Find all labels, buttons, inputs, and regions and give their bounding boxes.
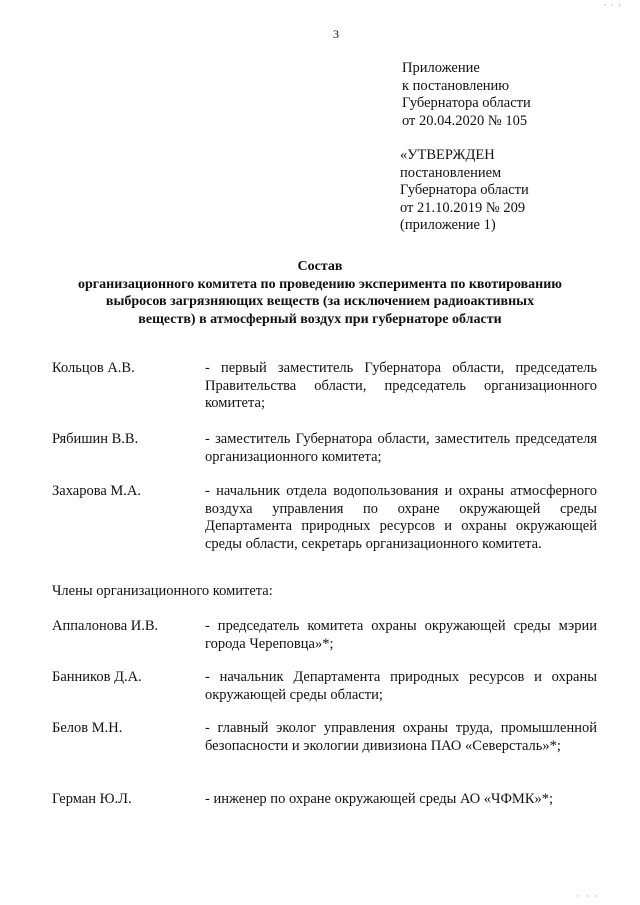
person-role: - начальник отдела водопользования и охраны атмосферного воздуха управления по охране окружающей среды Департамента природных ресурсов и охраны окружающей среды области, секретарь организационного комитета. (205, 483, 597, 552)
person-role: - главный эколог управления охраны труда, промышленной безопасности и экологии дивизиона ПАО «Северсталь»*; (205, 720, 597, 754)
scan-artifact: · · · (603, 0, 622, 10)
person-name: Герман Ю.Л. (52, 791, 132, 807)
person-role: - заместитель Губернатора области, заместитель председателя организационного комитета; (205, 431, 597, 465)
document-title (40, 258, 600, 328)
person-name: Захарова М.А. (52, 483, 142, 499)
annex-line: от 20.04.2020 № 105 (402, 112, 528, 129)
annex-line: Губернатора области (402, 95, 531, 111)
title-line: выбросов загрязняющих веществ (за исключением радиоактивных (105, 294, 535, 309)
person-name: Кольцов А.В. (52, 360, 135, 376)
person-name: Аппалонова И.В. (52, 618, 159, 634)
person-role: - первый заместитель Губернатора области, председатель Правительства области, председатель организационного комитета; (205, 360, 597, 411)
person-role: - инженер по охране окружающей среды АО «ЧФМК»*; (205, 791, 554, 807)
scan-artifact: · · · (576, 891, 600, 901)
title-line: организационного комитета по проведению эксперимента по квотированию (78, 276, 562, 292)
members-heading: Члены организационного комитета: (52, 583, 273, 599)
approved-line: постановлением (400, 164, 502, 181)
person-name: Белов М.Н. (52, 720, 123, 736)
approved-line: Губернатора области (400, 182, 529, 198)
approved-line: от 21.10.2019 № 209 (400, 199, 526, 216)
approved-block (400, 147, 529, 235)
annex-line: к постановлению (402, 77, 510, 94)
person-name: Банников Д.А. (52, 669, 142, 685)
approved-line: «УТВЕРЖДЕН (400, 147, 495, 163)
approved-line: (приложение 1) (400, 217, 496, 233)
title-heading: Состав (297, 259, 343, 274)
annex-block (402, 60, 531, 130)
page-number: 3 (333, 27, 339, 41)
person-name: Рябишин В.В. (52, 431, 139, 447)
person-role: - начальник Департамента природных ресурсов и охраны окружающей среды области; (205, 669, 597, 703)
title-line: веществ) в атмосферный воздух при губернаторе области (138, 311, 502, 327)
person-role: - председатель комитета охраны окружающей среды мэрии города Череповца»*; (205, 618, 597, 652)
annex-line: Приложение (402, 60, 480, 76)
